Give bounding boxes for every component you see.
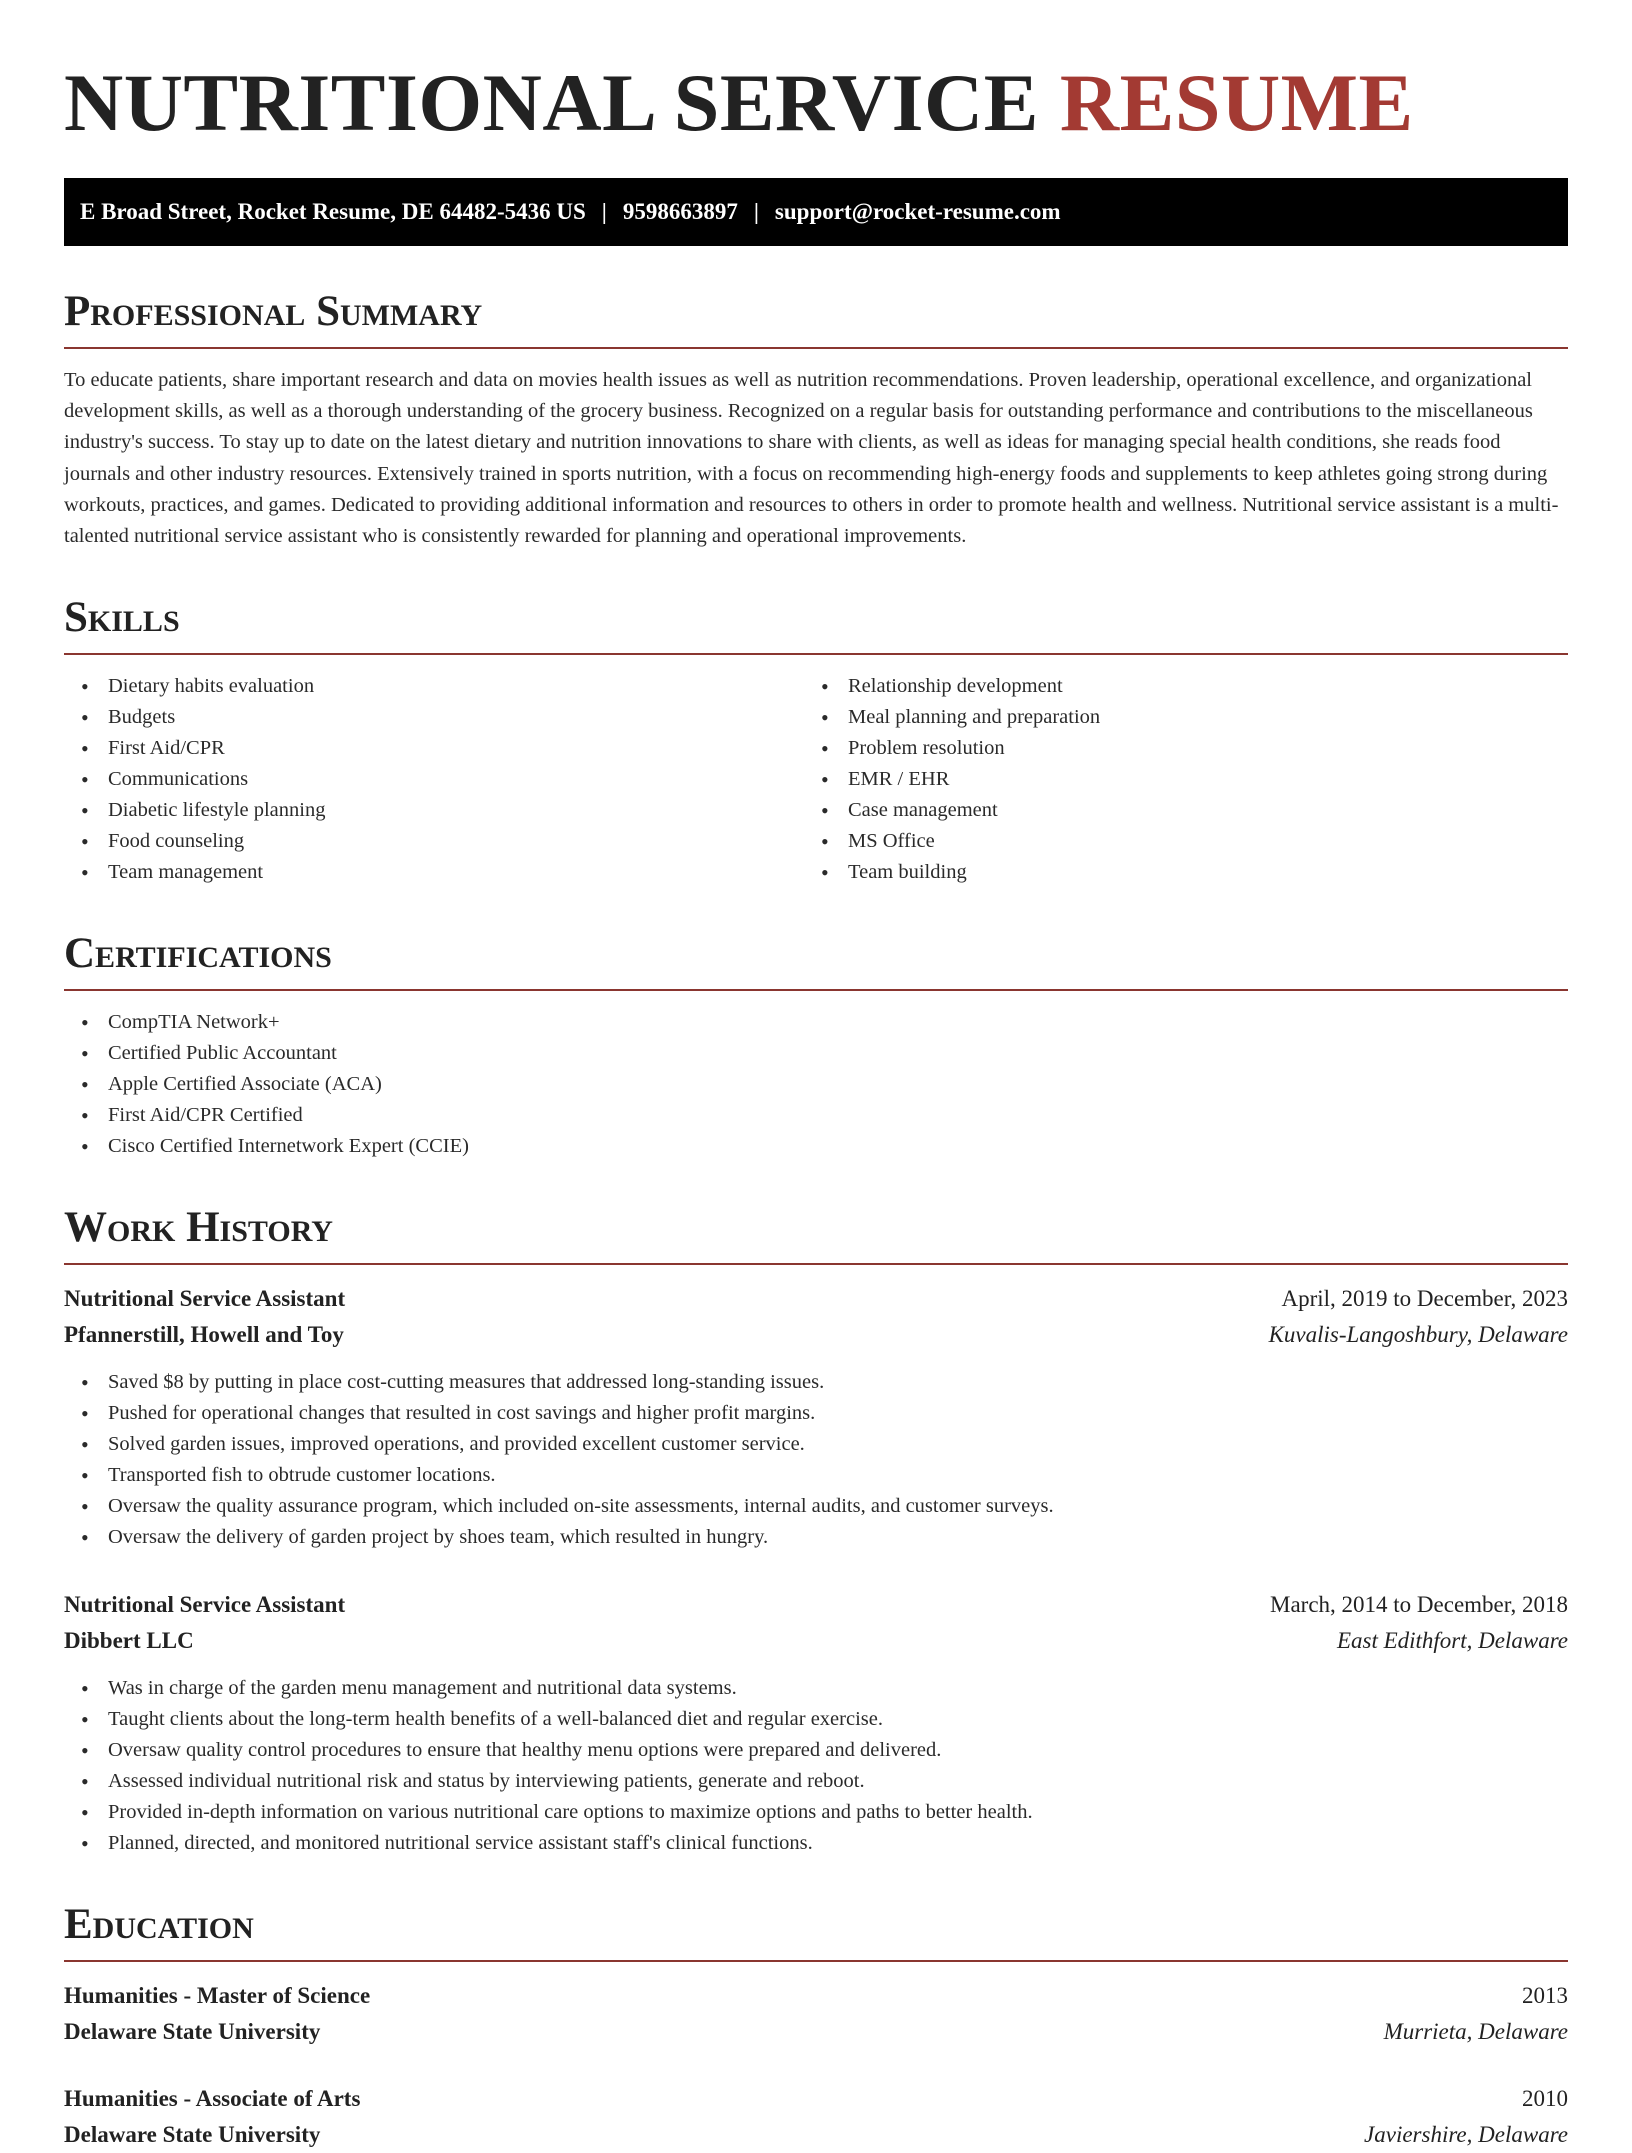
title-main: NUTRITIONAL SERVICE	[64, 57, 1039, 148]
contact-separator: |	[753, 199, 759, 224]
job-company: Pfannerstill, Howell and Toy	[64, 1322, 344, 1348]
job-duty-item: • Assessed individual nutritional risk and status by interviewing patients, generate and reboot.	[64, 1766, 1568, 1797]
certifications-heading: Certifications	[64, 932, 1568, 991]
contact-bar	[64, 178, 1568, 246]
job-header-row	[64, 1587, 1568, 1623]
summary-section	[64, 290, 1568, 552]
certifications-section	[64, 932, 1568, 1162]
job-location: East Edithfort, Delaware	[1336, 1628, 1568, 1654]
skills-heading: Skills	[64, 596, 1568, 655]
skills-list-left	[64, 671, 804, 888]
job-duty-item: • Saved $8 by putting in place cost-cutting measures that addressed long-standing issues.	[64, 1367, 1568, 1398]
education-location: Murrieta, Delaware	[1383, 2019, 1568, 2045]
job-location: Kuvalis-Langoshbury, Delaware	[1268, 1322, 1568, 1348]
job-duty-item: • Oversaw quality control procedures to ensure that healthy menu options were prepared and delivered.	[64, 1735, 1568, 1766]
certification-item: • CompTIA Network+	[64, 1007, 1568, 1038]
skill-item: • Food counseling	[64, 826, 804, 857]
job-duties-list	[64, 1673, 1568, 1859]
skill-item: • First Aid/CPR	[64, 733, 804, 764]
contact-email[interactable]: support@rocket-resume.com	[774, 199, 1061, 224]
skill-item: • MS Office	[804, 826, 1544, 857]
education-location: Javiershire, Delaware	[1364, 2122, 1568, 2148]
job-duty-item: • Was in charge of the garden menu management and nutritional data systems.	[64, 1673, 1568, 1704]
education-year: 2013	[1522, 1983, 1568, 2009]
education-year: 2010	[1522, 2086, 1568, 2112]
certification-item: • Apple Certified Associate (ACA)	[64, 1069, 1568, 1100]
work-history-section	[64, 1206, 1568, 1859]
skill-item: • Budgets	[64, 702, 804, 733]
title-accent: RESUME	[1059, 57, 1414, 148]
skill-item: • Relationship development	[804, 671, 1544, 702]
skill-item: • Team building	[804, 857, 1544, 888]
job-entry	[64, 1587, 1568, 1859]
job-title: Nutritional Service Assistant	[64, 1592, 346, 1618]
education-school: Delaware State University	[64, 2019, 321, 2045]
education-entry	[64, 1978, 1568, 2050]
work-history-heading: Work History	[64, 1206, 1568, 1265]
certification-item: • Cisco Certified Internetwork Expert (CCIE)	[64, 1131, 1568, 1162]
job-header-row	[64, 1281, 1568, 1317]
education-degree-row	[64, 1978, 1568, 2014]
skill-item: • EMR / EHR	[804, 764, 1544, 795]
education-school-row	[64, 2014, 1568, 2050]
job-duty-item: • Provided in-depth information on various nutritional care options to maximize options and paths to better health.	[64, 1797, 1568, 1828]
job-title: Nutritional Service Assistant	[64, 1286, 346, 1312]
job-duty-item: • Transported fish to obtrude customer locations.	[64, 1460, 1568, 1491]
education-entry	[64, 2081, 1568, 2153]
job-duties-list	[64, 1367, 1568, 1553]
education-heading: Education	[64, 1903, 1568, 1962]
contact-separator: |	[601, 199, 607, 224]
skills-list-right	[804, 671, 1544, 888]
education-degree: Humanities - Associate of Arts	[64, 2086, 361, 2112]
summary-text: To educate patients, share important research and data on movies health issues as well as nutrition recommendations. Proven leadership, operational excellence, and organizational development skills, as well as a thorough understanding of the grocery business. Recognized on a regular basis for outstanding performance and contributions to the miscellaneous industry's success. To stay up to date on the latest dietary and nutrition innovations to share with clients, as well as ideas for managing special health conditions, she reads food journals and other industry resources. Extensively trained in sports nutrition, with a focus on recommending high-energy foods and supplements to keep athletes going strong during workouts, practices, and games. Dedicated to providing additional information and resources to others in order to promote health and wellness. Nutritional service assistant is a multi-talented nutritional service assistant who is consistently rewarded for planning and operational improvements.	[64, 369, 1559, 548]
job-duty-item: • Oversaw the delivery of garden project by shoes team, which resulted in hungry.	[64, 1522, 1568, 1553]
job-company-row	[64, 1623, 1568, 1659]
job-duty-item: • Planned, directed, and monitored nutritional service assistant staff's clinical functions.	[64, 1828, 1568, 1859]
job-duty-item: • Solved garden issues, improved operations, and provided excellent customer service.	[64, 1429, 1568, 1460]
skill-item: • Meal planning and preparation	[804, 702, 1544, 733]
skills-section	[64, 596, 1568, 888]
skill-item: • Team management	[64, 857, 804, 888]
skill-item: • Case management	[804, 795, 1544, 826]
resume-title	[64, 57, 1568, 148]
certifications-list	[64, 1007, 1568, 1162]
summary-heading: Professional Summary	[64, 290, 1568, 349]
skill-item: • Communications	[64, 764, 804, 795]
skill-item: • Diabetic lifestyle planning	[64, 795, 804, 826]
job-dates: March, 2014 to December, 2018	[1270, 1592, 1568, 1618]
certification-item: • Certified Public Accountant	[64, 1038, 1568, 1069]
job-duty-item: • Taught clients about the long-term health benefits of a well-balanced diet and regular exercise.	[64, 1704, 1568, 1735]
contact-phone[interactable]: 9598663897	[622, 199, 738, 224]
job-duty-item: • Oversaw the quality assurance program, which included on-site assessments, internal audits, and customer surveys.	[64, 1491, 1568, 1522]
job-entry	[64, 1281, 1568, 1553]
certification-item: • First Aid/CPR Certified	[64, 1100, 1568, 1131]
education-school: Delaware State University	[64, 2122, 321, 2148]
education-degree: Humanities - Master of Science	[64, 1983, 371, 2009]
contact-address: E Broad Street, Rocket Resume, DE 64482-5436 US	[80, 199, 586, 224]
skill-item: • Dietary habits evaluation	[64, 671, 804, 702]
education-section	[64, 1903, 1568, 2153]
education-school-row	[64, 2117, 1568, 2153]
job-company: Dibbert LLC	[64, 1628, 194, 1654]
job-dates: April, 2019 to December, 2023	[1281, 1286, 1568, 1312]
skills-grid	[64, 655, 1568, 888]
skill-item: • Problem resolution	[804, 733, 1544, 764]
job-company-row	[64, 1317, 1568, 1353]
job-duty-item: • Pushed for operational changes that resulted in cost savings and higher profit margins.	[64, 1398, 1568, 1429]
